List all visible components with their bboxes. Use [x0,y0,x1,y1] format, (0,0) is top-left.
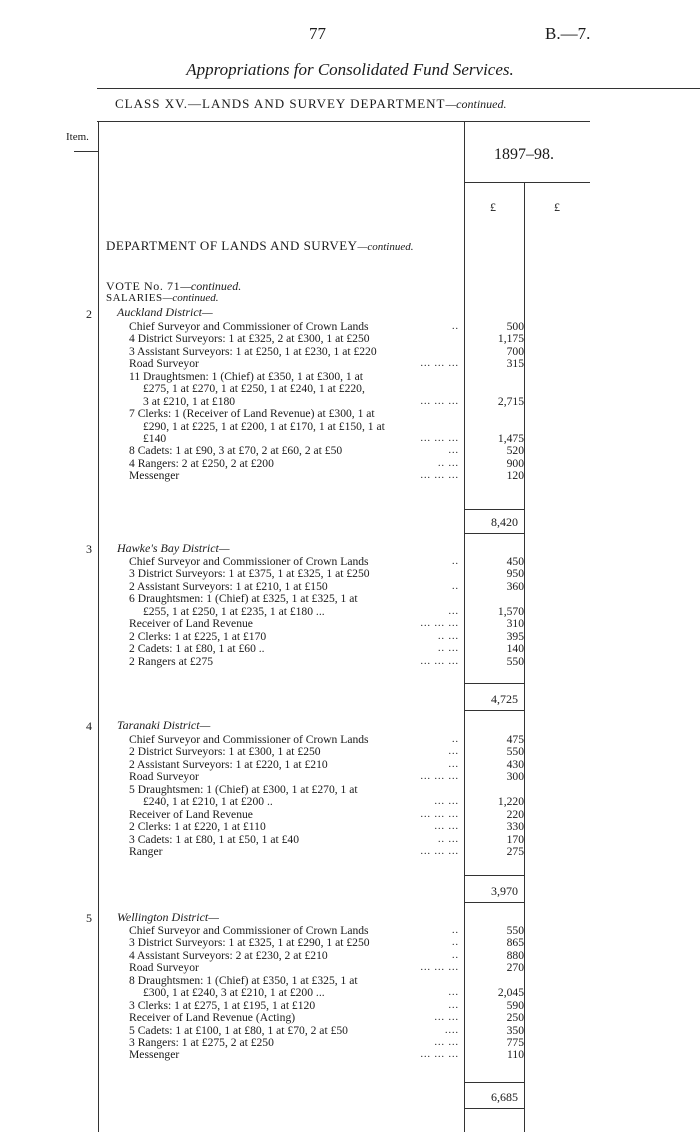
budget-line [129,332,524,346]
district-rows [129,733,524,858]
budget-line [129,1011,524,1025]
class-heading: CLASS XV.—LANDS AND SURVEY DEPARTMENT—continued. [115,96,507,111]
budget-line [129,642,524,656]
department-heading: DEPARTMENT OF LANDS AND SURVEY—continued. [106,238,414,253]
line-description: 7 Clerks: 1 (Receiver of Land Revenue) at £300, 1 at [129,407,375,421]
budget-line [129,986,524,1000]
leader-dots: ... ... [434,796,459,808]
district-rows [129,555,524,668]
line-amount: 395 [506,629,524,643]
line-description: Chief Surveyor and Commissioner of Crown Lands [129,924,369,937]
leader-dots: ... ... ... [420,1049,459,1061]
line-description: 5 Cadets: 1 at £100, 1 at £80, 1 at £70, 2 at £50 [129,1023,348,1037]
line-description: 2 Clerks: 1 at £225, 1 at £170 [129,629,267,643]
line-description: 3 Rangers: 1 at £275, 2 at £250 [129,1035,274,1049]
line-description: 4 District Surveyors: 1 at £325, 2 at £300, 1 at £250 [129,332,370,346]
budget-line [129,832,524,846]
line-amount: 950 [506,567,524,581]
leader-dots: .. [452,734,459,745]
budget-line [129,593,459,605]
line-description: 2 Rangers at £275 [129,654,214,668]
line-amount: 350 [506,1023,524,1037]
district-rows [129,924,524,1062]
budget-line [129,795,524,809]
line-description: 3 District Surveyors: 1 at £375, 1 at £325, 1 at £250 [129,567,370,581]
leader-dots: ... ... ... [420,618,459,630]
item-number: 2 [86,307,92,321]
line-amount: 140 [506,642,524,656]
budget-line [129,617,524,631]
total-rule [464,1108,524,1109]
line-description: Ranger [129,844,163,858]
item-number: 5 [86,911,92,925]
line-amount: 700 [506,344,524,358]
line-description: £290, 1 at £225, 1 at £200, 1 at £170, 1 at £150, 1 at [143,419,385,433]
item-column-rule [98,121,99,1132]
budget-line [129,770,524,784]
line-description: 5 Draughtsmen: 1 (Chief) at £300, 1 at £270, 1 at [129,782,358,796]
line-description: Receiver of Land Revenue (Acting) [129,1011,296,1025]
leader-dots: ... ... ... [420,395,459,407]
leader-dots: .. ... [438,630,459,642]
line-description: 2 Assistant Surveyors: 1 at £220, 1 at £210 [129,757,328,771]
line-amount: 775 [506,1035,524,1049]
district-heading: Auckland District— [117,305,213,319]
budget-line [129,820,524,834]
line-description: 4 Assistant Surveyors: 2 at £230, 2 at £210 [129,948,328,962]
budget-line [129,383,459,395]
salaries-heading: SALARIES—continued. [106,292,219,304]
line-amount: 880 [506,948,524,962]
budget-line [129,469,524,483]
line-amount: 2,045 [497,986,524,1000]
line-description: 3 Clerks: 1 at £275, 1 at £195, 1 at £120 [129,998,316,1012]
district-heading: Taranaki District— [117,718,211,732]
leader-dots: ... ... ... [420,771,459,783]
currency-symbol-1: £ [490,200,496,214]
leader-dots: ... [448,758,459,770]
total-rule [464,710,524,711]
line-description: Road Surveyor [129,961,199,975]
line-description: 2 Cadets: 1 at £80, 1 at £60 .. [129,642,265,656]
line-amount: 220 [506,807,524,821]
district-total: 4,725 [491,692,518,706]
district-rows [129,320,524,483]
line-description: 11 Draughtsmen: 1 (Chief) at £350, 1 at £300, 1 at [129,369,363,383]
year-rule [464,182,590,183]
leader-dots: ... [448,999,459,1011]
subtotal-rule [464,875,524,876]
line-description: Chief Surveyor and Commissioner of Crown Lands [129,733,369,746]
header-rule-bottom [97,121,590,122]
district-heading: Hawke's Bay District— [117,541,230,555]
amount-column-left-rule [464,121,465,1132]
line-description: £275, 1 at £270, 1 at £250, 1 at £240, 1 at £220, [143,382,365,396]
leader-dots: ... [448,445,459,457]
line-amount: 450 [506,555,524,568]
line-description: 3 at £210, 1 at £180 [143,394,236,408]
line-amount: 550 [506,654,524,668]
leader-dots: ... ... ... [420,470,459,482]
district-total: 8,420 [491,515,518,529]
page-number: 77 [309,24,326,43]
leader-dots: ... ... [434,821,459,833]
budget-line [129,357,524,371]
district-total: 3,970 [491,884,518,898]
line-amount: 2,715 [497,394,524,408]
leader-dots: .. [452,556,459,567]
line-amount: 550 [506,745,524,759]
line-description: 8 Draughtsmen: 1 (Chief) at £350, 1 at £325, 1 at [129,973,358,987]
line-amount: 270 [506,961,524,975]
budget-line [129,654,524,668]
leader-dots: .. [452,580,459,592]
subtotal-rule [464,1082,524,1083]
budget-line [129,444,524,458]
line-description: Chief Surveyor and Commissioner of Crown Lands [129,555,369,568]
line-description: £255, 1 at £250, 1 at £235, 1 at £180 ... [143,604,325,618]
budget-line [129,936,524,950]
line-description: Receiver of Land Revenue [129,807,253,821]
leader-dots: ... ... ... [420,808,459,820]
item-number: 3 [86,542,92,556]
budget-line [129,844,524,858]
line-description: 2 Assistant Surveyors: 1 at £210, 1 at £150 [129,579,328,593]
leader-dots: .. ... [438,833,459,845]
line-amount: 170 [506,832,524,846]
total-rule [464,533,524,534]
line-description: Messenger [129,1048,180,1062]
leader-dots: .... [445,1024,459,1036]
leader-dots: .. [452,949,459,961]
line-amount: 865 [506,936,524,950]
leader-dots: ... ... ... [420,845,459,857]
line-description: 3 Assistant Surveyors: 1 at £250, 1 at £230, 1 at £220 [129,344,377,358]
line-amount: 110 [507,1048,524,1062]
line-description: Messenger [129,469,180,483]
budget-line [129,745,524,759]
line-description: 3 Cadets: 1 at £80, 1 at £50, 1 at £40 [129,832,300,846]
leader-dots: ... ... ... [420,358,459,370]
line-amount: 520 [506,444,524,458]
leader-dots: .. [452,937,459,949]
line-description: £240, 1 at £210, 1 at £200 .. [143,795,273,809]
line-description: 4 Rangers: 2 at £250, 2 at £200 [129,456,274,470]
line-amount: 900 [506,456,524,470]
line-amount: 120 [506,469,524,483]
line-amount: 500 [506,320,524,333]
line-description: 8 Cadets: 1 at £90, 3 at £70, 2 at £60, 2 at £50 [129,444,343,458]
budget-line [129,421,459,433]
currency-symbol-2: £ [554,200,560,214]
line-amount: 300 [506,770,524,784]
header-rule-top [97,88,700,89]
line-description: Receiver of Land Revenue [129,617,253,631]
budget-line [129,567,524,581]
vote-heading: VOTE No. 71—continued. [106,279,242,293]
item-number: 4 [86,719,92,733]
line-amount: 1,175 [497,332,524,346]
budget-line [129,961,524,975]
leader-dots: ... ... ... [420,962,459,974]
line-amount: 275 [506,844,524,858]
subtotal-rule [464,509,524,510]
subtotal-rule [464,683,524,684]
item-label-rule [74,151,98,152]
line-amount: 360 [506,579,524,593]
line-description: £140 [143,431,167,445]
leader-dots: .. [452,321,459,332]
line-description: Road Surveyor [129,770,199,784]
leader-dots: ... [448,746,459,758]
leader-dots: ... [448,605,459,617]
line-description: 2 Clerks: 1 at £220, 1 at £110 [129,820,266,834]
line-description: 6 Draughtsmen: 1 (Chief) at £325, 1 at £325, 1 at [129,592,358,606]
leader-dots: ... ... [434,1012,459,1024]
item-column-label: Item. [66,131,89,143]
line-description: Road Surveyor [129,357,199,371]
leader-dots: ... ... ... [420,432,459,444]
line-amount: 1,570 [497,604,524,618]
line-amount: 1,220 [497,795,524,809]
district-heading: Wellington District— [117,910,219,924]
fiscal-year: 1897–98. [494,146,554,163]
line-description: Chief Surveyor and Commissioner of Crown Lands [129,320,369,333]
leader-dots: ... ... ... [420,655,459,667]
budget-line [129,1048,524,1062]
line-amount: 315 [506,357,524,371]
line-amount: 330 [506,820,524,834]
line-amount: 475 [506,733,524,746]
line-amount: 250 [506,1011,524,1025]
budget-line [129,408,459,420]
line-amount: 1,475 [497,431,524,445]
leader-dots: .. ... [438,643,459,655]
leader-dots: ... [448,987,459,999]
amount-column-right-rule [524,182,525,1132]
line-description: 3 District Surveyors: 1 at £325, 1 at £290, 1 at £250 [129,936,370,950]
page-caption: Appropriations for Consolidated Fund Services. [186,60,514,79]
leader-dots: .. [452,925,459,936]
leader-dots: .. ... [438,457,459,469]
total-rule [464,902,524,903]
line-amount: 430 [506,757,524,771]
document-reference: B.—7. [545,24,591,43]
line-amount: 550 [506,924,524,937]
district-total: 6,685 [491,1090,518,1104]
line-amount: 310 [506,617,524,631]
line-description: £300, 1 at £240, 3 at £210, 1 at £200 ... [143,986,325,1000]
leader-dots: ... ... [434,1036,459,1048]
line-amount: 590 [506,998,524,1012]
line-description: 2 District Surveyors: 1 at £300, 1 at £250 [129,745,321,759]
